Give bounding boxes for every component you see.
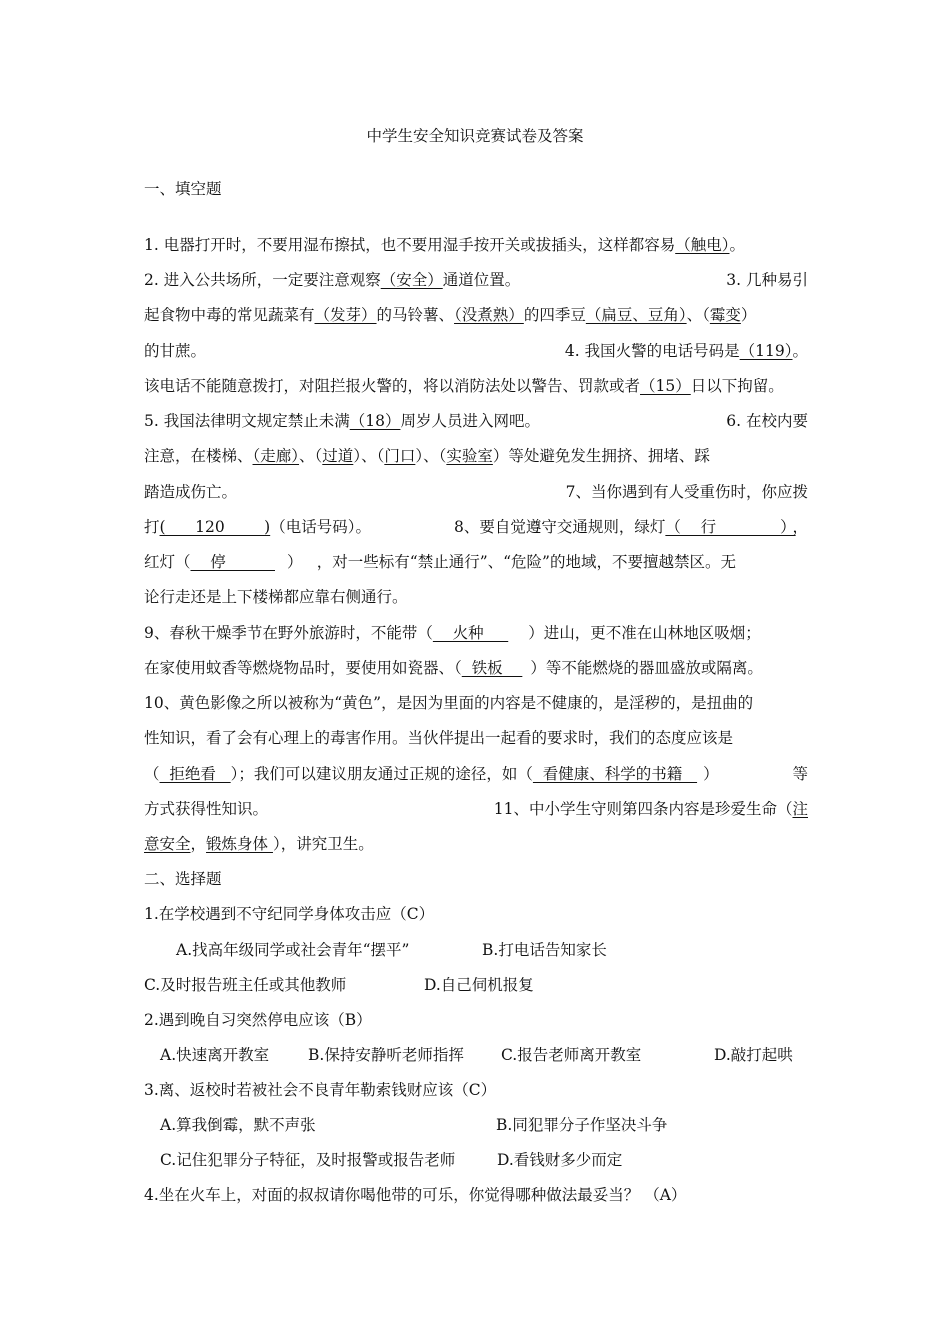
fill-line-17: 方式获得性知识。 11、中小学生守则第四条内容是珍爱生命（注 [144,800,808,818]
answer-blank: 过道 [322,447,354,465]
fill-line-5: 该电话不能随意拨打，对阻拦报火警的，将以消防法处以警告、罚款或者（15）日以下拘留。 [144,377,784,395]
answer-blank: 霉变 [709,306,741,324]
fill-line-16: （ 拒绝看 ）；我们可以建议朋友通过正规的途径，如（ 看健康、科学的书籍 ） 等 [144,765,808,783]
question-2-stem: 2.遇到晚自习突然停电应该（B） [144,1011,372,1029]
answer-blank: （没煮熟） [454,306,524,324]
fill-line-6: 5. 我国法律明文规定禁止未满（18）周岁人员进入网吧。 6. 在校内要 [144,412,808,430]
fill-line-8: 踏造成伤亡。 7、当你遇到有人受重伤时，你应拨 [144,483,808,501]
fill-line-3: 起食物中毒的常见蔬菜有（发芽）的马铃薯、（没煮熟）的四季豆（扁豆、豆角）、（霉变） [144,306,757,324]
fill-line-9: 打( 120 )（电话号码）。 8、要自觉遵守交通规则，绿灯（ 行 ） ， [144,518,808,536]
fill-line-18: 意安全，锻炼身体 ），讲究卫生。 [144,835,374,853]
fill-line-10: 红灯（ 停 ） ，对一些标有“禁止通行”、“危险”的地域，不要擅越禁区。无 [144,553,736,571]
fill-line-14: 10、黄色影像之所以被称为“黄色”，是因为里面的内容是不健康的，是淫秽的，是扭曲的 [144,694,754,712]
answer-blank: 实验室 [446,447,493,465]
section2-heading: 二、选择题 [144,870,222,888]
option-b: B.打电话告知家长 [482,941,607,959]
answer-blank: 铁板 [461,659,523,677]
answer-blank: （安全） [380,271,443,289]
answer-blank: 看健康、科学的书籍 [532,765,698,783]
fill-line-4: 的甘蔗。 4. 我国火警的电话号码是（119）。 [144,342,808,360]
fill-line-1: 1. 电器打开时，不要用湿布擦拭，也不要用湿手按开关或拔插头，这样都容易（触电）。 [144,236,745,254]
answer-blank: （发芽） [314,306,377,324]
fill-line-12: 9、春秋干燥季节在野外旅游时，不能带（ 火种 ）进山，更不准在山林地区吸烟； [144,624,761,642]
question-4-stem: 4.坐在火车上，对面的叔叔请你喝他带的可乐，你觉得哪种做法最妥当？ （A） [144,1186,687,1204]
answer-blank: 停 [190,553,275,571]
answer-blank: （触电） [675,236,730,254]
option-a: A.快速离开教室 [160,1046,270,1064]
answer-blank: 拒绝看 [159,765,231,783]
fill-line-7: 注意，在楼梯、（走廊）、（过道）、（门口）、（实验室）等处避免发生拥挤、拥堵、踩 [144,447,710,465]
section1-heading: 一、填空题 [144,180,222,198]
fill-line-13: 在家使用蚊香等燃烧物品时，要使用如瓷器、（ 铁板 ）等不能燃烧的器皿盛放或隔离。 [144,659,763,677]
question-3-stem: 3.离、返校时若被社会不良青年勒索钱财应该（C） [144,1081,497,1099]
document-title: 中学生安全知识竞赛试卷及答案 [366,127,584,145]
fill-line-15: 性知识，看了会有心理上的毒害作用。当伙伴提出一起看的要求时，我们的态度应该是 [144,729,734,747]
question-1-stem: 1.在学校遇到不守纪同学身体攻击应（C） [144,905,435,923]
fill-line-2: 2. 进入公共场所，一定要注意观察（安全）通道位置。 3. 几种易引 [144,271,808,289]
answer-blank: （走廊） [252,447,300,465]
option-d: D.看钱财多少而定 [497,1151,623,1169]
option-a: A.算我倒霉，默不声张 [160,1116,316,1134]
answer-blank: （扁豆、豆角） [585,306,687,324]
answer-blank: 门口 [384,447,416,465]
answer-blank: ( 120 ) [159,518,271,536]
option-c: C.记住犯罪分子特征，及时报警或报告老师 [160,1151,456,1169]
option-d: D.敲打起哄 [714,1046,793,1064]
answer-blank: 意安全 [144,835,191,853]
option-a: A.找高年级同学或社会青年“摆平” [176,941,410,959]
answer-blank: 火种 [432,624,509,642]
answer-blank: （18） [349,412,401,430]
option-c: C.报告老师离开教室 [501,1046,642,1064]
fill-line-11: 论行走还是上下楼梯都应靠右侧通行。 [144,588,408,606]
answer-blank: （15） [640,377,691,395]
option-c: C.及时报告班主任或其他教师 [144,976,347,994]
option-d: D.自己伺机报复 [424,976,534,994]
answer-blank: 锻炼身体 [206,835,273,853]
option-b: B.同犯罪分子作坚决斗争 [496,1116,668,1134]
answer-blank: （ 行 ） [665,518,796,536]
option-b: B.保持安静听老师指挥 [308,1046,464,1064]
answer-blank: 注 [792,800,808,818]
answer-blank: （119） [739,342,793,360]
